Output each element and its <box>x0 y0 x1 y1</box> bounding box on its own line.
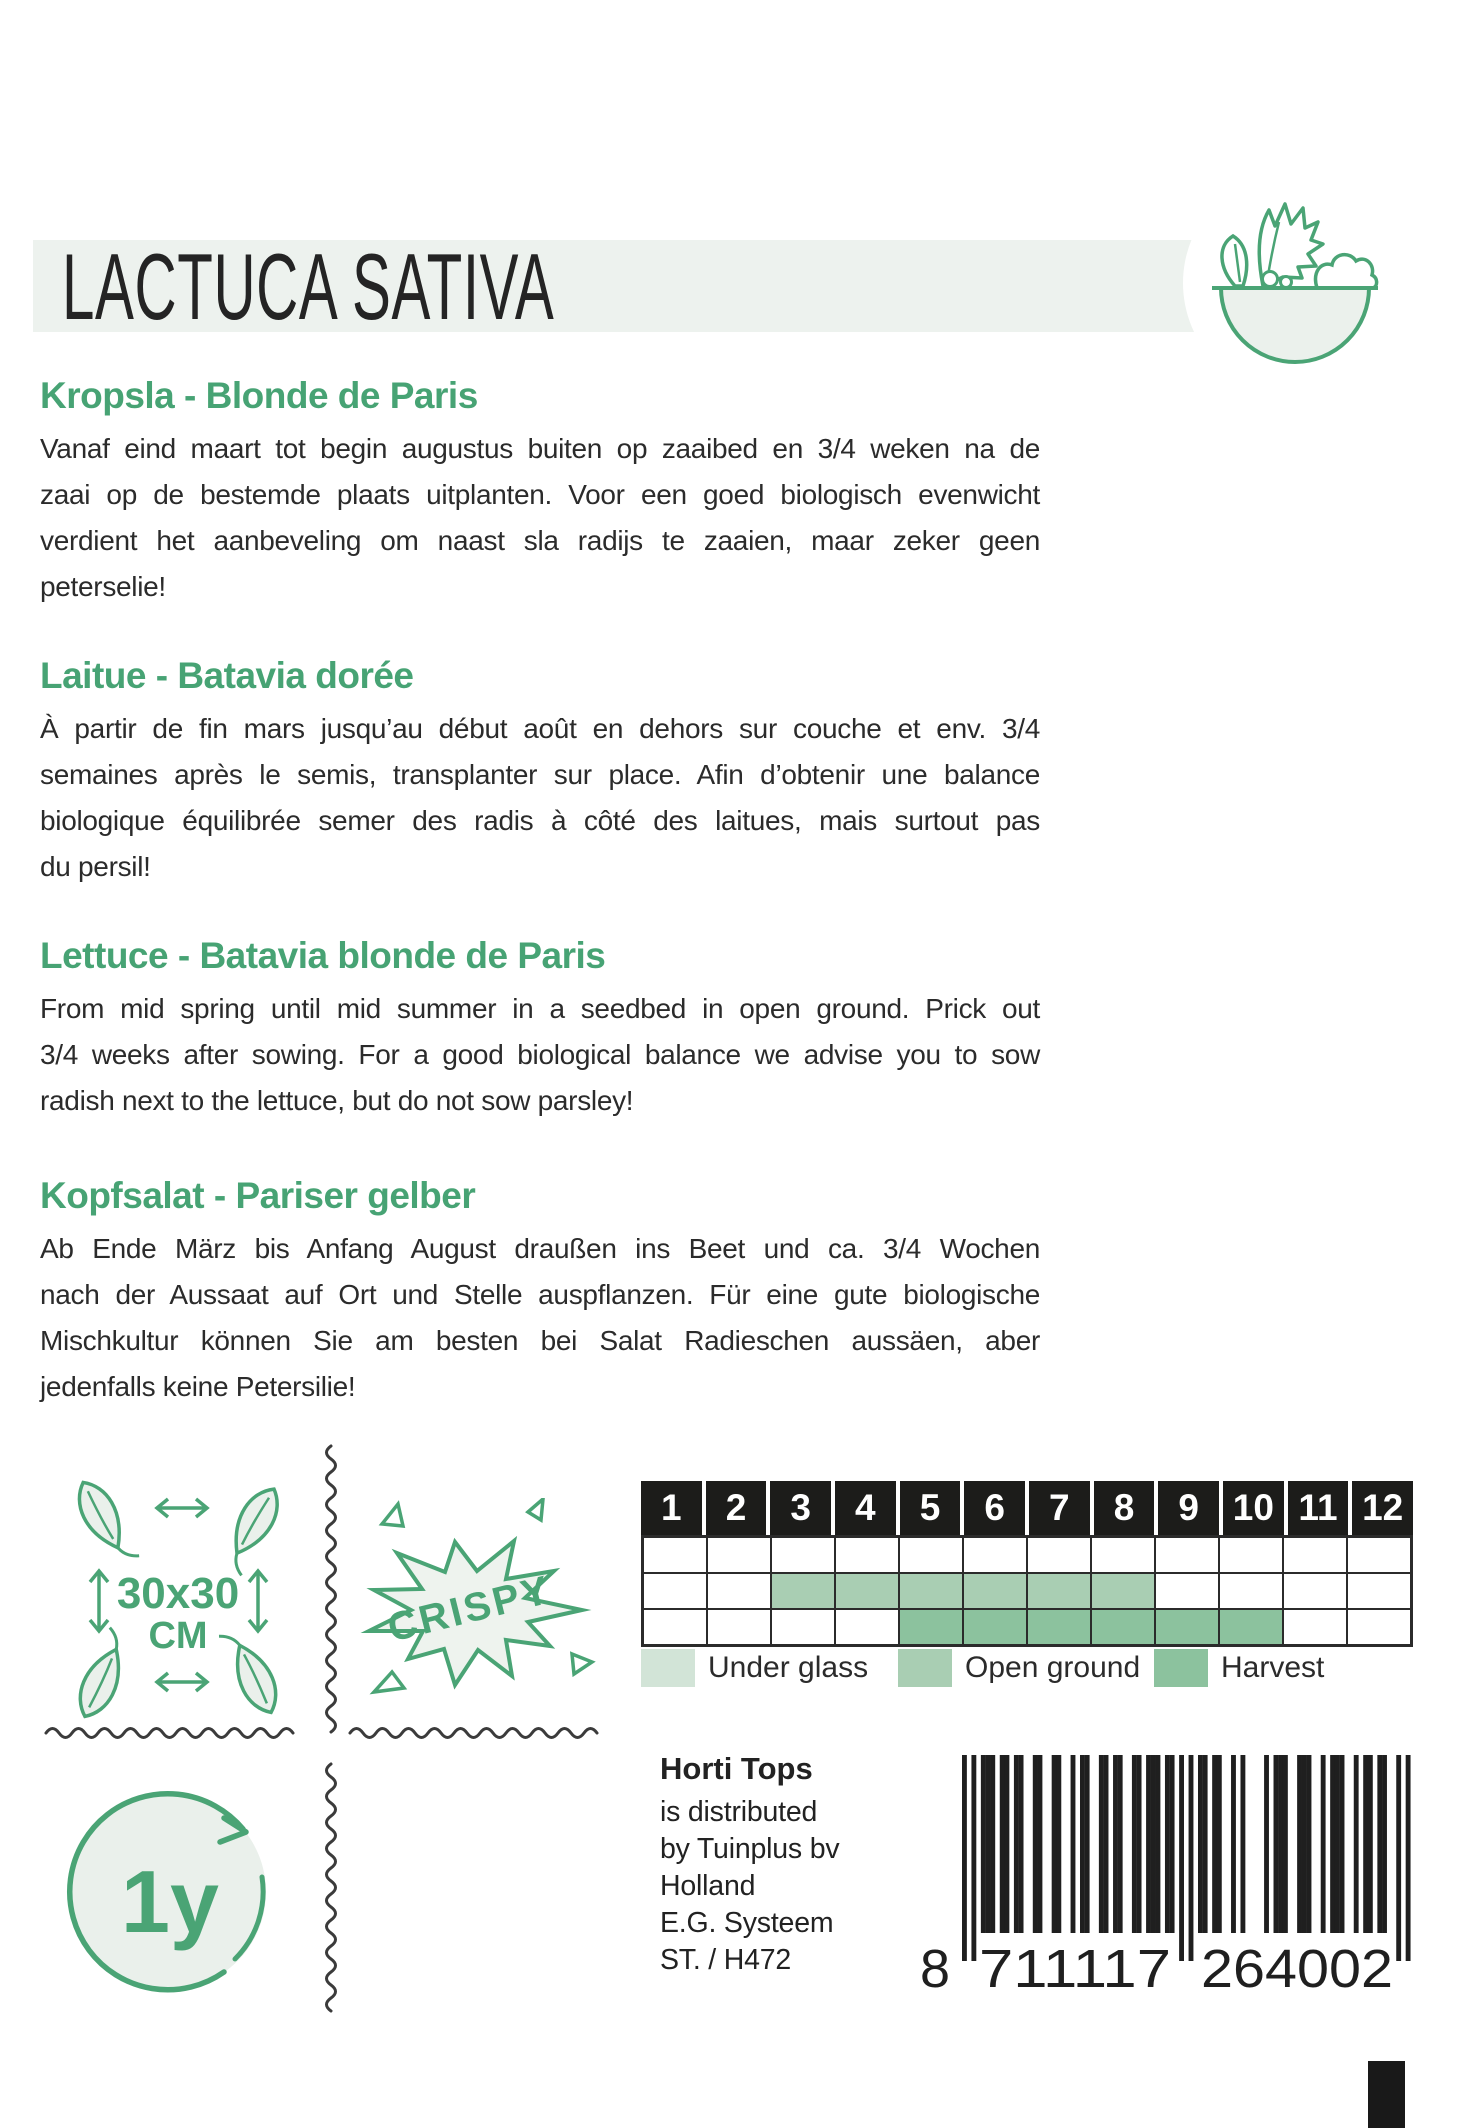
salad-bowl-icon <box>1205 196 1385 366</box>
section-heading: Laitue - Batavia dorée <box>40 655 414 696</box>
calendar-month-header: 1 <box>641 1481 702 1535</box>
barcode-bar <box>1056 1755 1061 1933</box>
barcode-bar <box>1099 1755 1104 1933</box>
barcode-bar <box>1019 1755 1024 1933</box>
barcode-bar <box>1396 1755 1401 1961</box>
calendar-legend <box>641 1649 1413 1689</box>
calendar-cell <box>1283 1573 1347 1609</box>
calendar-cell <box>963 1573 1027 1609</box>
barcode-bar <box>1382 1755 1387 1933</box>
barcode-bar <box>1085 1755 1090 1933</box>
text-line: E.G. Systeem <box>660 1907 834 1939</box>
barcode-bar <box>1071 1755 1076 1933</box>
legend-swatch <box>1154 1649 1208 1687</box>
barcode-bar <box>1340 1755 1345 1933</box>
barcode-bar <box>1321 1755 1326 1933</box>
calendar-cell <box>835 1537 899 1573</box>
calendar-cell <box>1219 1537 1283 1573</box>
calendar-cell <box>771 1537 835 1573</box>
distributor-name: Horti Tops <box>660 1751 813 1786</box>
text-line: by Tuinplus bv <box>660 1833 840 1865</box>
barcode-bar <box>1052 1755 1057 1933</box>
lettuce-head-icon <box>1316 255 1377 288</box>
calendar-cell <box>1219 1609 1283 1645</box>
calendar-cell <box>1155 1537 1219 1573</box>
wavy-divider-vertical <box>320 1762 342 2018</box>
calendar-cell <box>899 1609 963 1645</box>
calendar-cell <box>771 1573 835 1609</box>
barcode-bar <box>1302 1755 1307 1933</box>
barcode-bar <box>1132 1755 1137 1933</box>
text-line: ST. / H472 <box>660 1944 792 1976</box>
barcode-bar <box>971 1755 976 1961</box>
calendar-month-header: 2 <box>706 1481 767 1535</box>
calendar-cell <box>1091 1573 1155 1609</box>
section-heading: Kropsla - Blonde de Paris <box>40 375 478 416</box>
barcode-bar <box>1330 1755 1335 1933</box>
calendar-cell <box>707 1537 771 1573</box>
leaf-icon <box>215 1481 288 1576</box>
text-line: From mid spring until mid summer in a seedbed in open ground. Prick out <box>40 993 1040 1024</box>
calendar-month-header: 9 <box>1158 1481 1219 1535</box>
plant-spacing-icon <box>62 1472 292 1724</box>
barcode-bar <box>1217 1755 1222 1933</box>
barcode-bar <box>981 1755 986 1933</box>
text-line: Mischkultur können Sie am besten bei Salat Radieschen aussäen, aber <box>40 1325 1040 1356</box>
barcode-bar <box>1151 1755 1156 1933</box>
calendar-cell <box>643 1609 707 1645</box>
barcode-bar <box>1264 1755 1269 1933</box>
barcode-bar <box>986 1755 991 1933</box>
barcode-bar <box>1283 1755 1288 1933</box>
barcode-bar <box>1354 1755 1359 1933</box>
barcode-bar <box>1004 1755 1009 1933</box>
section-french <box>40 652 1040 890</box>
calendar-cell <box>707 1609 771 1645</box>
barcode-bar <box>1406 1755 1411 1961</box>
calendar-cell <box>1091 1537 1155 1573</box>
calendar-cell <box>1027 1537 1091 1573</box>
barcode-bar <box>1113 1755 1118 1933</box>
calendar-cell <box>1347 1609 1411 1645</box>
text-line: Ab Ende März bis Anfang August draußen ins Beet und ca. 3/4 Wochen <box>40 1233 1040 1264</box>
spacing-dimensions-label: 30x30 <box>116 1569 240 1618</box>
barcode-bar <box>1198 1755 1203 1933</box>
text-line: zaai op de bestemde plaats uitplanten. Voor een goed biologisch evenwicht <box>40 479 1040 510</box>
calendar-cell <box>707 1573 771 1609</box>
section-heading: Kopfsalat - Pariser gelber <box>40 1175 476 1216</box>
wavy-divider-vertical <box>320 1444 342 1744</box>
calendar-cell <box>899 1573 963 1609</box>
legend-harvest <box>1154 1649 1324 1687</box>
horizontal-arrow-icon <box>157 1499 207 1517</box>
barcode-first-digit: 8 <box>919 1939 950 1995</box>
barcode-bar <box>1368 1755 1373 1933</box>
text-line: biologique équilibrée semer des radis à côté des laitues, mais surtout pas <box>40 805 1040 836</box>
calendar-cell <box>1283 1537 1347 1573</box>
section-body <box>40 426 1040 610</box>
ean-barcode <box>905 1755 1425 1995</box>
barcode-bar <box>1137 1755 1142 1933</box>
shelf-life-label: 1y <box>121 1852 219 1951</box>
starburst-accent <box>572 1654 592 1674</box>
calendar-cell <box>963 1609 1027 1645</box>
vertical-arrow-icon <box>90 1571 108 1631</box>
barcode-bar <box>1118 1755 1123 1933</box>
small-leaf-icon <box>1222 236 1247 286</box>
barcode-bar <box>1038 1755 1043 1933</box>
calendar-grid <box>641 1535 1413 1647</box>
calendar-cell <box>835 1609 899 1645</box>
barcode-bar <box>1231 1755 1236 1933</box>
calendar-cell <box>835 1573 899 1609</box>
barcode-bar <box>1377 1755 1382 1933</box>
calendar-month-header: 5 <box>900 1481 961 1535</box>
section-body <box>40 986 1040 1124</box>
legend-swatch <box>641 1649 695 1687</box>
calendar-cell <box>1027 1573 1091 1609</box>
horizontal-arrow-icon <box>157 1673 207 1691</box>
bowl-body <box>1221 288 1369 362</box>
calendar-cell <box>1155 1609 1219 1645</box>
section-english <box>40 932 1040 1124</box>
calendar-cell <box>1347 1537 1411 1573</box>
text-line: radish next to the lettuce, but do not sow parsley! <box>40 1085 634 1116</box>
sowing-calendar <box>641 1481 1413 1647</box>
barcode-bar <box>1104 1755 1109 1933</box>
calendar-cell <box>899 1537 963 1573</box>
starburst-accent <box>374 1672 404 1692</box>
calendar-month-header: 4 <box>835 1481 896 1535</box>
text-line: nach der Aussaat auf Ort und Stelle auspflanzen. Für eine gute biologische <box>40 1279 1040 1310</box>
calendar-month-header: 12 <box>1352 1481 1413 1535</box>
barcode-bar <box>1146 1755 1151 1933</box>
wavy-divider-horizontal <box>348 1722 608 1744</box>
barcode-right-digits: 264002 <box>1201 1939 1393 1995</box>
legend-open-ground <box>898 1649 1140 1687</box>
barcode-bar <box>1278 1755 1283 1933</box>
calendar-month-header: 10 <box>1223 1481 1284 1535</box>
barcode-bar <box>1179 1755 1184 1961</box>
text-line: is distributed <box>660 1796 818 1828</box>
text-line: verdient het aanbeveling om naast sla radijs te zaaien, maar zeker geen <box>40 525 1040 556</box>
barcode-bar <box>1170 1755 1175 1933</box>
section-german <box>40 1172 1040 1410</box>
latin-name-title: LACTUCA SATIVA <box>62 234 555 339</box>
barcode-bar <box>1335 1755 1340 1933</box>
calendar-month-row <box>641 1481 1413 1535</box>
spacing-unit-label: CM <box>148 1615 208 1657</box>
text-line: du persil! <box>40 851 151 882</box>
barcode-bar <box>1274 1755 1279 1933</box>
section-dutch <box>40 372 1040 610</box>
one-year-icon <box>58 1782 278 2002</box>
barcode-bar <box>1165 1755 1170 1933</box>
text-line: jedenfalls keine Petersilie! <box>40 1371 356 1402</box>
legend-swatch <box>898 1649 952 1687</box>
barcode-bar <box>1156 1755 1161 1933</box>
pea-icon <box>1281 277 1292 288</box>
barcode-bar <box>990 1755 995 1933</box>
barcode-left-digits: 711117 <box>979 1939 1171 1995</box>
legend-label: Harvest <box>1221 1651 1325 1684</box>
calendar-month-header: 11 <box>1288 1481 1349 1535</box>
calendar-month-header: 6 <box>964 1481 1025 1535</box>
calendar-cell <box>771 1609 835 1645</box>
barcode-bar <box>1080 1755 1085 1933</box>
text-line: 3/4 weeks after sowing. For a good biological balance we advise you to sow <box>40 1039 1040 1070</box>
print-corner-mark <box>1368 2061 1405 2128</box>
barcode-bar <box>1189 1755 1194 1961</box>
legend-label: Under glass <box>708 1651 869 1684</box>
barcode-bar <box>1240 1755 1245 1933</box>
section-body <box>40 706 1040 890</box>
starburst-accent <box>382 1504 403 1526</box>
section-heading: Lettuce - Batavia blonde de Paris <box>40 935 606 976</box>
barcode-bar <box>1212 1755 1217 1933</box>
barcode-bar <box>1363 1755 1368 1933</box>
barcode-bar <box>962 1755 967 1961</box>
vertical-arrow-icon <box>249 1571 267 1631</box>
barcode-bar <box>1307 1755 1312 1933</box>
barcode-bar <box>1014 1755 1019 1933</box>
text-line: Holland <box>660 1870 756 1902</box>
text-line: À partir de fin mars jusqu’au début août en dehors sur couche et env. 3/4 <box>40 713 1040 744</box>
calendar-month-header: 8 <box>1094 1481 1155 1535</box>
tomato-icon <box>1263 272 1278 287</box>
calendar-month-header: 3 <box>770 1481 831 1535</box>
calendar-cell <box>1283 1609 1347 1645</box>
text-line: semaines après le semis, transplanter sur place. Afin d’obtenir une balance <box>40 759 1040 790</box>
leaf-icon <box>69 1475 140 1570</box>
text-line: Vanaf eind maart tot begin augustus buiten op zaaibed en 3/4 weken na de <box>40 433 1040 464</box>
crispy-label: CRISPY <box>383 1567 557 1651</box>
barcode-bar <box>1203 1755 1208 1933</box>
section-body <box>40 1226 1040 1410</box>
barcode-bar <box>1000 1755 1005 1933</box>
calendar-cell <box>1155 1573 1219 1609</box>
calendar-cell <box>1347 1573 1411 1609</box>
legend-under-glass <box>641 1649 868 1687</box>
calendar-cell <box>963 1537 1027 1573</box>
calendar-cell <box>1219 1573 1283 1609</box>
leaf-icon <box>71 1627 138 1723</box>
barcode-bar <box>1297 1755 1302 1933</box>
leaf-icon <box>218 1623 285 1719</box>
calendar-cell <box>1027 1609 1091 1645</box>
starburst-accent <box>528 1499 543 1520</box>
legend-label: Open ground <box>965 1651 1141 1684</box>
calendar-month-header: 7 <box>1029 1481 1090 1535</box>
text-line: peterselie! <box>40 571 166 602</box>
calendar-cell <box>643 1537 707 1573</box>
calendar-cell <box>643 1573 707 1609</box>
wavy-divider-horizontal <box>44 1722 304 1744</box>
barcode-bar <box>1033 1755 1038 1933</box>
calendar-cell <box>1091 1609 1155 1645</box>
crispy-badge-icon <box>340 1498 600 1723</box>
